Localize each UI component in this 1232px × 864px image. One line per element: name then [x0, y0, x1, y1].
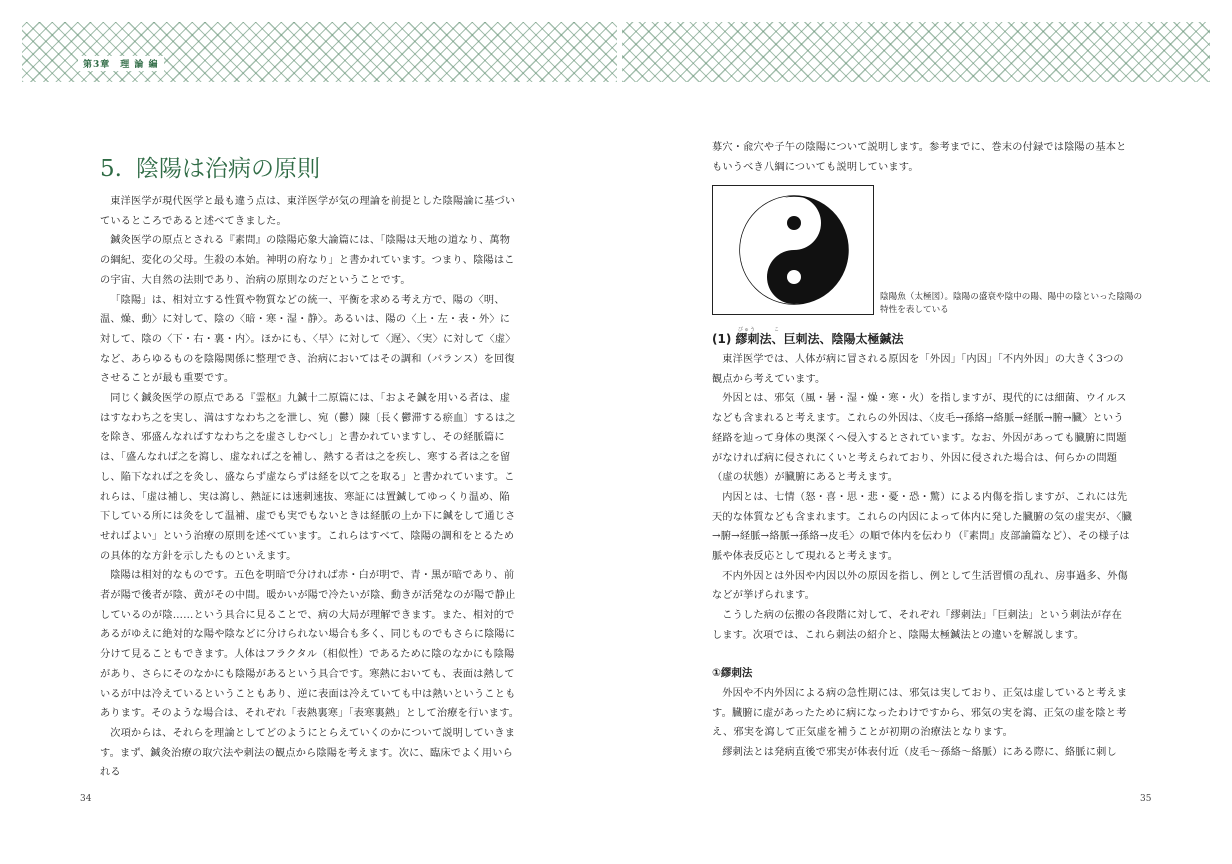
body-paragraph: 不内外因とは外因や内因以外の原因を指し、例として生活習慣の乱れ、房事過多、外傷などが挙げられます。 — [712, 570, 1128, 602]
body-paragraph: 東洋医学では、人体が病に冒される原因を「外因」「内因」「不内外因」の大きく3つの観点から考えています。 — [712, 354, 1124, 385]
figure-frame — [712, 185, 874, 315]
section-number: 5. — [100, 156, 122, 182]
body-paragraph: 内因とは、七情（怒・喜・思・悲・憂・恐・驚）による内傷を指しますが、これには先天的な体質なども含まれます。これらの内因によって体内に発した臓腑の気の虚実が、〈臓→腑→経脈→絡脈→孫絡→皮毛〉の順で体内を伝わり（『素問』皮部論篇など）、その様子は脈や体表反応として現れると考えます。 — [712, 491, 1132, 563]
body-paragraph: 同じく鍼灸医学の原点である『霊枢』九鍼十二原篇には、「およそ鍼を用いる者は、虚はすなわち之を実し、満はすなわち之を泄し、宛（鬱）陳〔長く鬱滞する瘀血〕するは之を除き、邪盛んなればすなわち之を虚さしむべし」と書かれていますし、その経脈篇には、「盛んなれば之を瀉し、虚なれば之を補し、熱する者は之を疾し、寒する者は之を留し、陥下なれば之を灸し、盛ならず虚ならずは経を以て之を取る」と書かれています。これらは、「虚は補し、実は瀉し、熱証には速刺速抜、寒証には置鍼してゆっくり温め、陥下している所には灸をして温補、虚でも実でもないときは経脈の上か下に鍼をして通じさせればよい」という治療の原則を述べています。これらはすべて、陰陽の調和をとるための具体的な方針を示したものといえます。 — [100, 393, 516, 562]
subsection-heading: (1) 繆刺法、巨刺法、陰陽太極鍼法 — [712, 332, 904, 346]
yin-yang-figure — [712, 185, 1152, 320]
section-title-text: 陰陽は治病の原則 — [135, 156, 320, 182]
header-pattern-band-right — [622, 22, 1210, 82]
left-body-text — [100, 192, 520, 783]
body-paragraph: 繆刺法とは発病直後で邪実が体表付近（皮毛～孫絡～絡脈）にある際に、絡脈に刺し — [722, 747, 1117, 759]
body-paragraph: 東洋医学が現代医学と最も違う点は、東洋医学が気の理論を前提とした陰陽論に基づいているところであると述べてきました。 — [100, 196, 516, 227]
body-paragraph: 外因や不内外因による病の急性期には、邪気は実しており、正気は虚していると考えます。臓腑に虚があったために病になったわけですから、邪気の実を瀉、正気の虚を陰と考え、邪実を瀉して正気虚を補うことが初期の治療法となります。 — [712, 688, 1128, 739]
right-intro-text — [712, 138, 1132, 177]
body-paragraph: 次項からは、それらを理論としてどのようにとらえていくのかについて説明していきます。まず、鍼灸治療の取穴法や刺法の観点から陰陽を考えます。次に、臨床でよく用いられる — [100, 727, 516, 779]
yin-yang-icon — [738, 194, 850, 306]
figure-caption: 陰陽魚（太極図）。陰陽の盛衰や陰中の陽、陽中の陰といった陰陽の特性を表している — [880, 292, 1143, 315]
ruby-text: びゅう こ — [738, 327, 781, 333]
body-paragraph: 鍼灸医学の原点とされる『素問』の陰陽応象大論篇には、「陰陽は天地の道なり、萬物の綱紀、変化の父母。生殺の本始。神明の府なり」と書かれています。つまり、陰陽はこの宇宙、大自然の法則であり、治病の原則なのだということです。 — [100, 235, 515, 286]
body-paragraph: こうした病の伝搬の各段階に対して、それぞれ「繆刺法」「巨刺法」という刺法が存在します。次項では、これら刺法の紹介と、陰陽太極鍼法との違いを解説します。 — [712, 610, 1122, 641]
chapter-label: 第3章 理 論 編 — [78, 56, 164, 71]
section-title — [100, 150, 320, 183]
page-number-right: 35 — [1140, 794, 1152, 804]
page-number-left: 34 — [80, 794, 92, 804]
body-paragraph: 「陰陽」は、相対立する性質や物質などの統一、平衡を求める考え方で、陽の〈明、温、燥、動〉に対して、陰の〈暗・寒・湿・静〉。あるいは、陽の〈上・左・表・外〉に対して、陰の〈下・右・裏・内〉。ほかにも、〈早〉に対して〈遅〉、〈実〉に対して〈虚〉など、あらゆるものを陰陽関係に整理でき、治病においてはその調和（バランス）を回復させることが最も重要です。 — [100, 294, 516, 385]
right-body-text-continued — [712, 684, 1132, 763]
header-pattern-band-left — [22, 22, 617, 82]
sub-subsection-heading: ①繆刺法 — [712, 667, 753, 679]
right-body-text — [712, 350, 1132, 646]
intro-paragraph: 募穴・兪穴や子午の陰陽について説明します。参考までに、巻末の付録では陰陽の基本ともいうべき八綱についても説明しています。 — [712, 142, 1127, 173]
body-paragraph: 陰陽は相対的なものです。五色を明暗で分ければ赤・白が明で、青・黒が暗であり、前者が陽で後者が陰、黄がその中間。暖かいが陽で冷たいが陰、動きが活発なのが陽で静止しているのが陰……という具合に見ることで、病の大局が理解できます。また、相対的であるがゆえに絶対的な陽や陰などに分けられない場合も多く、同じものでもさらに陰陽に分けて見ることもできます。人体はフラクタル（相似性）であるために陰のなかにも陰陽があり、さらにそのなかにも陰陽があるという具合です。寒熱においても、表面は熱しているが中は冷えているということもあり、逆に表面は冷えていても中は熱いということもあります。そのような場合は、それぞれ「表熱裏寒」「表寒裏熱」として治療を行います。 — [100, 570, 520, 720]
body-paragraph: 外因とは、邪気（風・暑・湿・燥・寒・火）を指しますが、現代的には細菌、ウイルスなども含まれると考えます。これらの外因は、〈皮毛→孫絡→絡脈→経脈→腑→臓〉という経路を辿って身体の奥深くへ侵入するとされています。なお、外因があっても臓腑に問題がなければ病に侵されにくいと考えられており、外因に侵された場合は、何らかの問題（虚の状態）が臓腑にあると考えます。 — [712, 393, 1127, 484]
